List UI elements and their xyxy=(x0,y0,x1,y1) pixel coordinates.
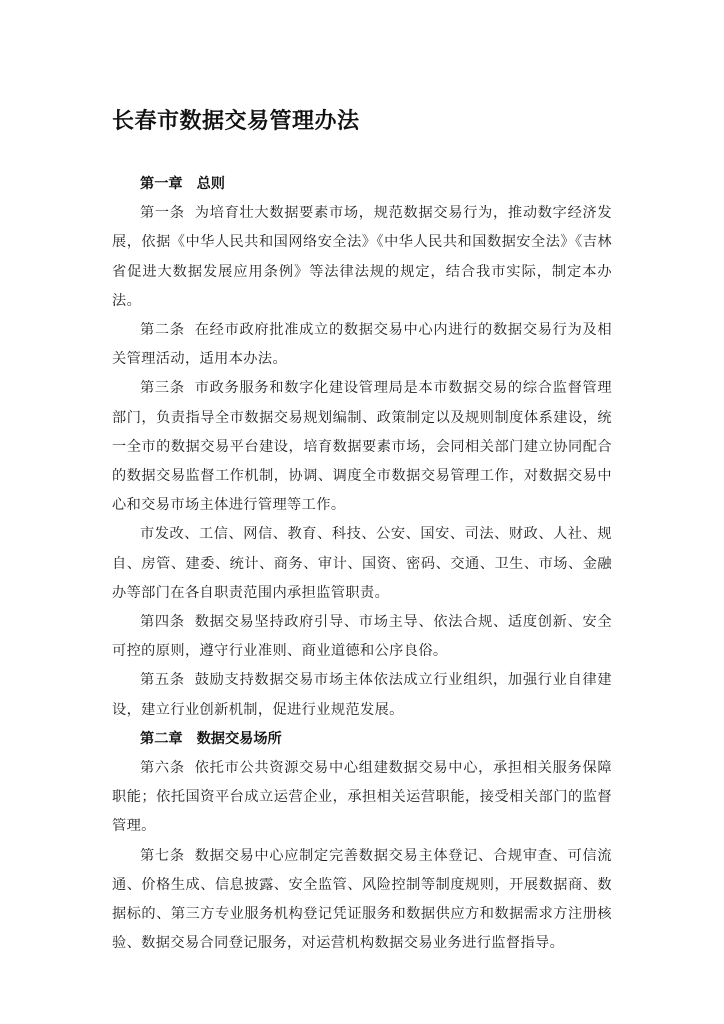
document-body xyxy=(112,170,612,958)
article-text: 市政务服务和数字化建设管理局是本市数据交易的综合监督管理部门，负责指导全市数据交易规划编制、政策制定以及规则制度体系建设，统一全市的数据交易平台建设，培育数据要素市场，会同相关部门建立协同配合的数据交易监督工作机制，协调、调度全市数据交易管理工作，对数据交易中心和交易市场主体进行管理等工作。 xyxy=(112,380,613,514)
article-paragraph xyxy=(112,199,612,316)
article-text: 鼓励支持数据交易市场主体依法成立行业组织，加强行业自律建设，建立行业创新机制，促进行业规范发展。 xyxy=(112,672,613,718)
article-number: 第三条 xyxy=(140,380,185,397)
article-number: 第六条 xyxy=(140,760,185,777)
article-number: 第二条 xyxy=(140,322,185,339)
chapter-heading xyxy=(112,170,612,199)
chapter-title: 数据交易场所 xyxy=(196,730,282,747)
article-number: 第五条 xyxy=(140,672,185,689)
article-paragraph xyxy=(112,608,612,666)
article-text: 在经市政府批准成立的数据交易中心内进行的数据交易行为及相关管理活动，适用本办法。 xyxy=(112,322,613,368)
article-text: 数据交易中心应制定完善数据交易主体登记、合规审查、可信流通、价格生成、信息披露、安全监管、风险控制等制度规则，开展数据商、数据标的、第三方专业服务机构登记凭证服务和数据供应方和数据需求方注册核验、数据交易合同登记服务，对运营机构数据交易业务进行监督指导。 xyxy=(112,847,613,952)
chapter-number: 第二章 xyxy=(140,730,183,747)
chapter-number: 第一章 xyxy=(140,176,183,192)
article-text: 数据交易坚持政府引导、市场主导、依法合规、适度创新、安全可控的原则，遵守行业准则、商业道德和公序良俗。 xyxy=(112,614,613,660)
article-text: 为培育壮大数据要素市场，规范数据交易行为，推动数字经济发展，依据《中华人民共和国网络安全法》《中华人民共和国数据安全法》《吉林省促进大数据发展应用条例》等法律法规的规定，结合我市实际，制定本办法。 xyxy=(112,205,613,309)
chapter-title: 总则 xyxy=(196,176,225,192)
chapter-heading xyxy=(112,725,612,754)
document-title: 长春市数据交易管理办法 xyxy=(112,109,360,134)
body-paragraph: 市发改、工信、网信、教育、科技、公安、国安、司法、财政、人社、规自、房管、建委、统计、商务、审计、国资、密码、交通、卫生、市场、金融办等部门在各自职责范围内承担监管职责。 xyxy=(112,526,612,601)
article-paragraph xyxy=(112,754,612,842)
article-text: 依托市公共资源交易中心组建数据交易中心，承担相关服务保障职能；依托国资平台成立运营企业，承担相关运营职能，接受相关部门的监督管理。 xyxy=(112,760,613,835)
article-paragraph xyxy=(112,374,612,520)
article-paragraph xyxy=(112,666,612,724)
article-paragraph xyxy=(112,316,612,374)
article-number: 第四条 xyxy=(140,614,185,631)
article-number: 第七条 xyxy=(140,847,185,864)
article-paragraph xyxy=(112,842,612,959)
article-number: 第一条 xyxy=(140,205,185,222)
